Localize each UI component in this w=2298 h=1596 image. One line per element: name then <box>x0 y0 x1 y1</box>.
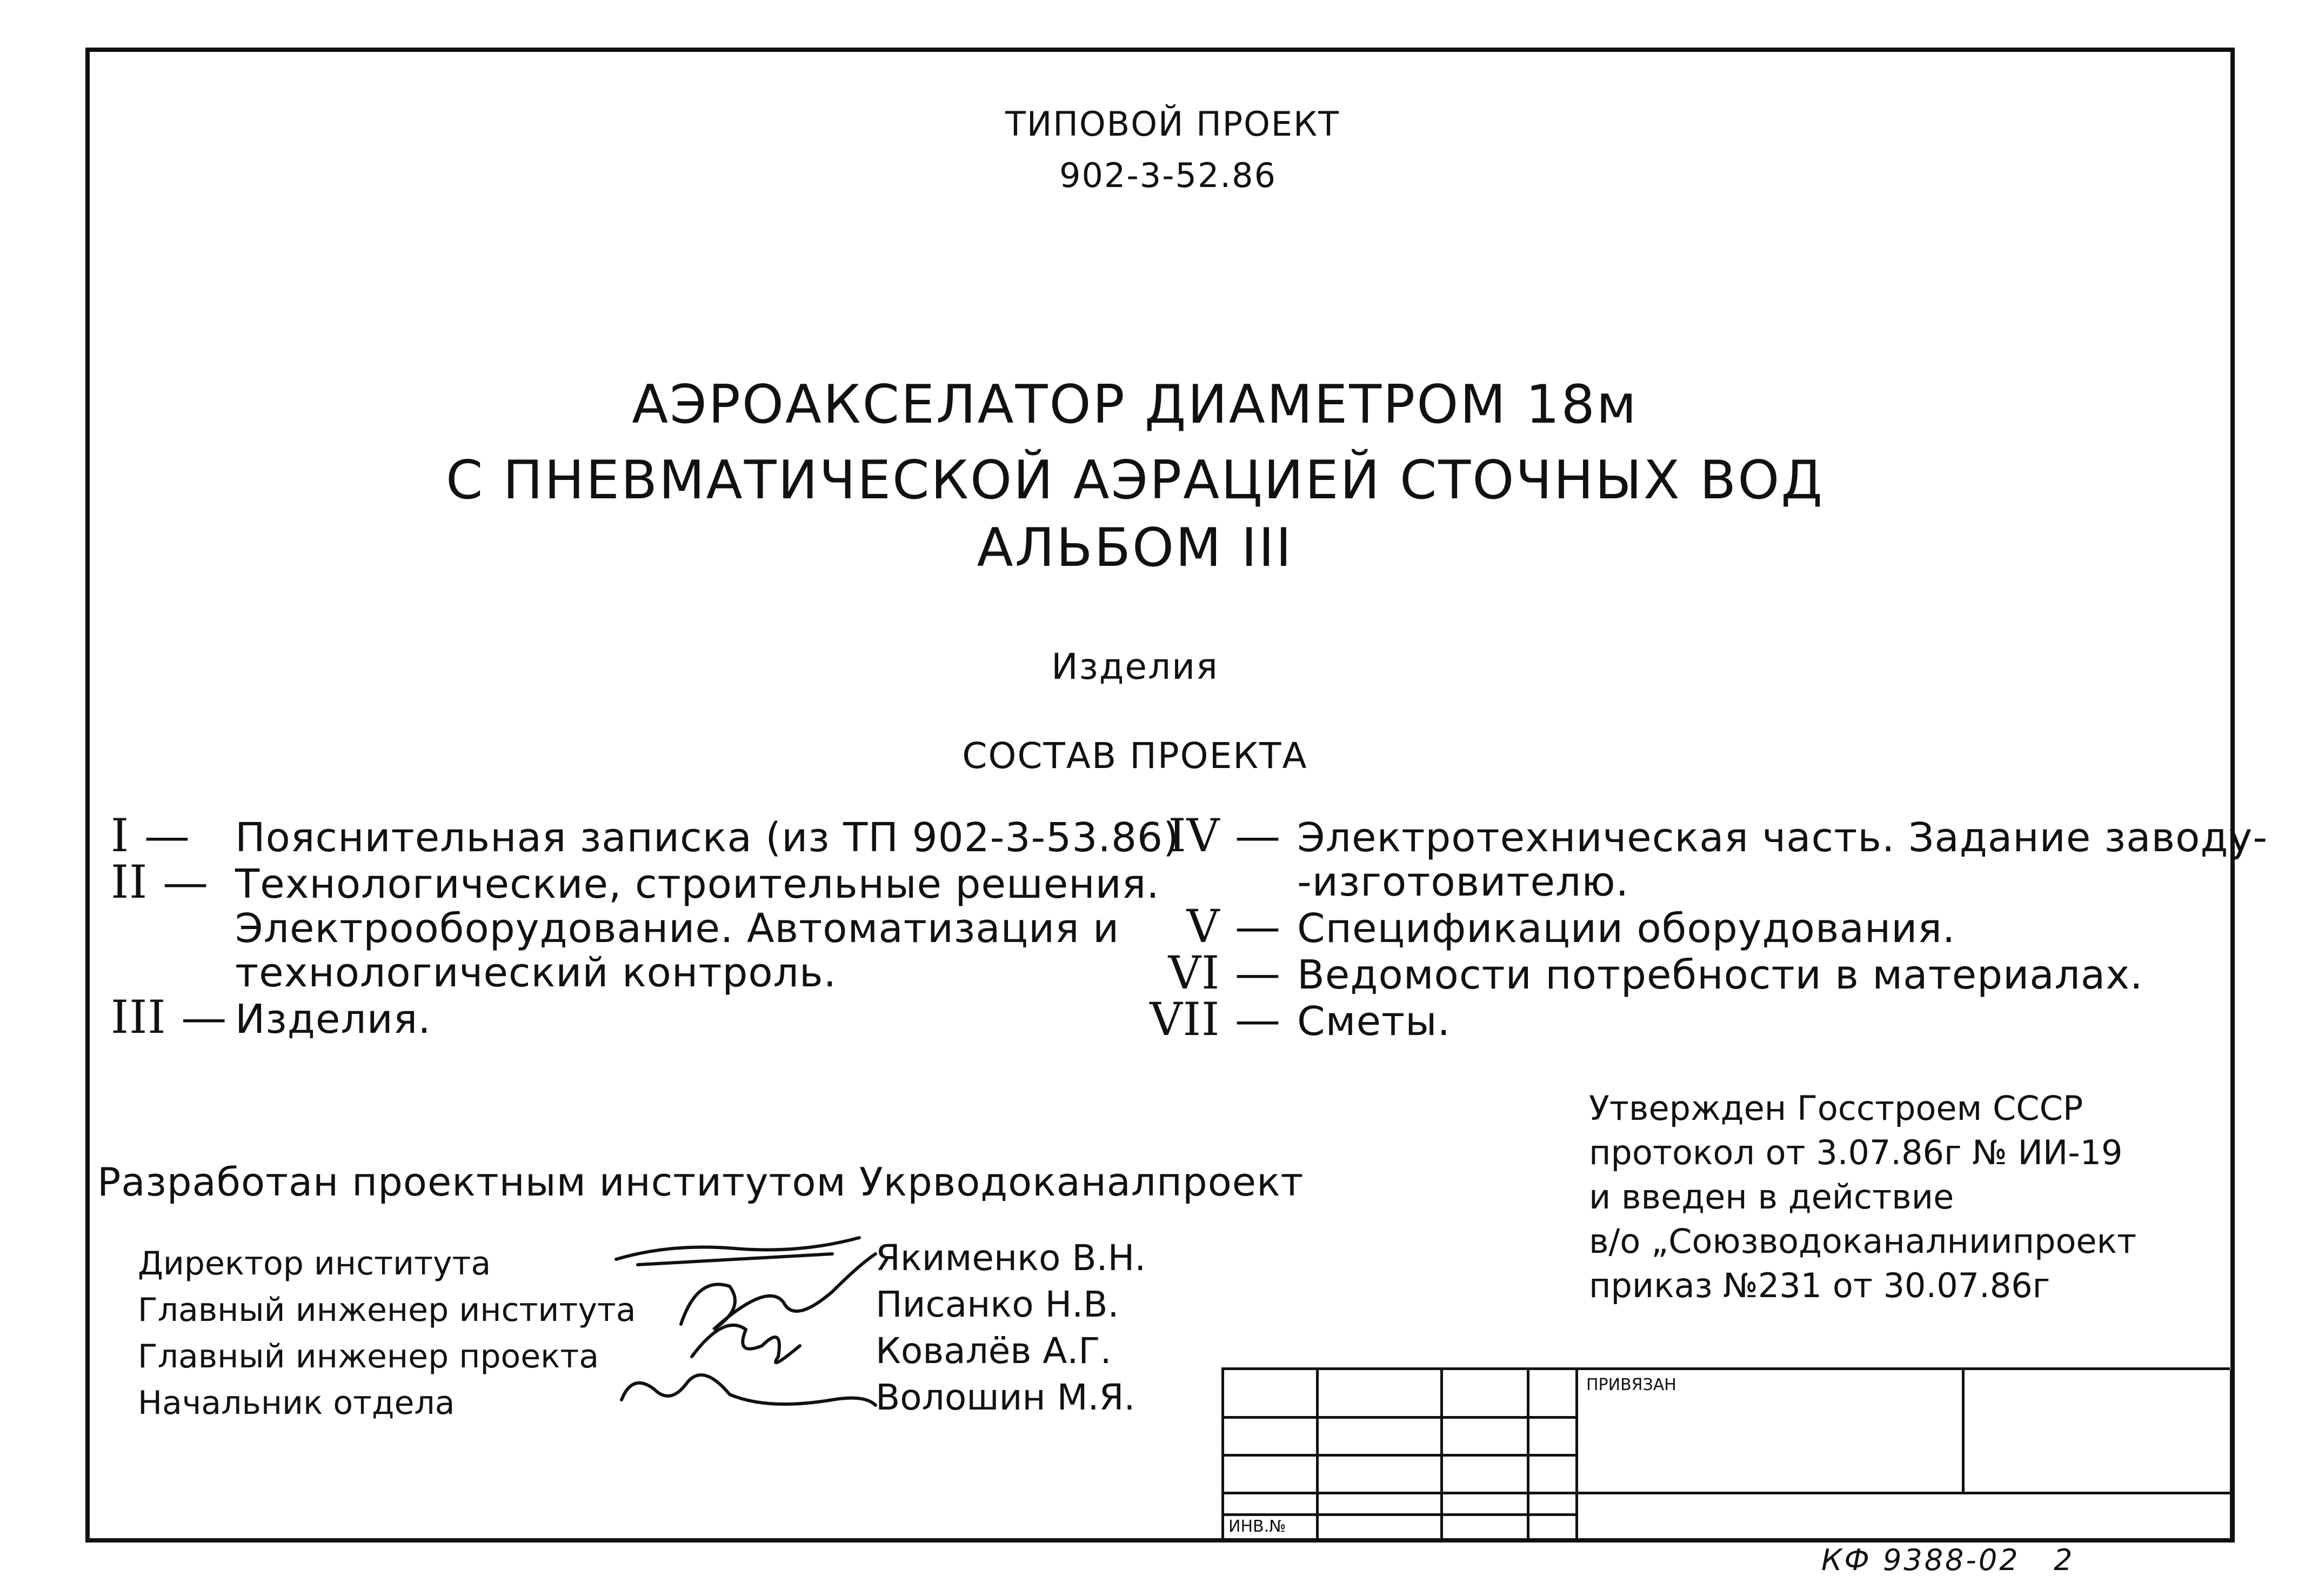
signature-project-engineer <box>692 1325 800 1363</box>
signatures-image <box>605 1221 886 1427</box>
list-item: VI — Ведомости потребности в материалах. <box>1168 946 2143 999</box>
list-item: Электрооборудование. Автоматизация и <box>235 905 1120 952</box>
document-code: КФ 9388-02 <box>1821 1543 2020 1577</box>
list-item: VII — Сметы. <box>1150 993 1451 1046</box>
list-item: V — Спецификации оборудования. <box>1186 900 1956 953</box>
staff-role: Главный инженер института <box>138 1291 636 1329</box>
stamp-table <box>1221 1367 2230 1538</box>
project-number: 902-3-52.86 <box>1059 156 1277 195</box>
composition-heading: СОСТАВ ПРОЕКТА <box>962 735 1308 777</box>
signature-department-head <box>622 1375 876 1405</box>
list-item: -изготовителю. <box>1297 859 1629 905</box>
signature-chief-engineer <box>681 1254 876 1330</box>
subtitle: Изделия <box>1051 646 1219 687</box>
sheet-number: 2 <box>2054 1543 2075 1577</box>
list-item: III — Изделия. <box>111 991 431 1044</box>
staff-role: Начальник отдела <box>138 1384 455 1422</box>
approval-block <box>1589 1086 2136 1308</box>
inv-label: ИНВ.№ <box>1228 1517 1286 1536</box>
signature-director <box>616 1238 859 1265</box>
developed-by: Разработан проектным институтом Укрводоканалпроект <box>97 1159 1304 1205</box>
staff-names <box>876 1235 1146 1421</box>
list-item: I — Пояснительная записка (из ТП 902-3-53.86) <box>111 809 1179 862</box>
album-label: АЛЬБОМ III <box>977 517 1293 579</box>
title-line-1: АЭРОАКСЕЛАТОР ДИАМЕТРОМ 18м <box>632 374 1638 436</box>
staff-role: Директор института <box>138 1245 491 1283</box>
staff-role: Главный инженер проекта <box>138 1338 599 1375</box>
staff-name: Ковалёв А.Г. <box>876 1330 1112 1372</box>
bound-label: ПРИВЯЗАН <box>1586 1375 1676 1394</box>
list-item: IV — Электротехническая часть. Задание заводу- <box>1168 809 2268 862</box>
composition-left <box>111 809 1179 1044</box>
staff-name: Писанко Н.В. <box>876 1284 1119 1325</box>
list-item: II — Технологические, строительные решения. <box>111 856 1160 909</box>
title-line-2: С ПНЕВМАТИЧЕСКОЙ АЭРАЦИЕЙ СТОЧНЫХ ВОД <box>446 450 1824 511</box>
approval-line: и введен в действие <box>1589 1177 1954 1217</box>
composition-right <box>1146 809 2268 1046</box>
approval-line: Утвержден Госстроем СССР <box>1589 1089 2083 1128</box>
staff-name: Волошин М.Я. <box>876 1377 1135 1418</box>
approval-line: приказ №231 от 30.07.86г <box>1589 1266 2050 1305</box>
staff-roles <box>138 1240 636 1426</box>
approval-line: в/о „Союзводоканалниипроект <box>1589 1221 2137 1261</box>
list-item: технологический контроль. <box>235 950 837 996</box>
project-type: ТИПОВОЙ ПРОЕКТ <box>1005 104 1340 144</box>
approval-line: протокол от 3.07.86г № ИИ-19 <box>1589 1133 2123 1172</box>
staff-name: Якименко В.Н. <box>876 1237 1146 1279</box>
